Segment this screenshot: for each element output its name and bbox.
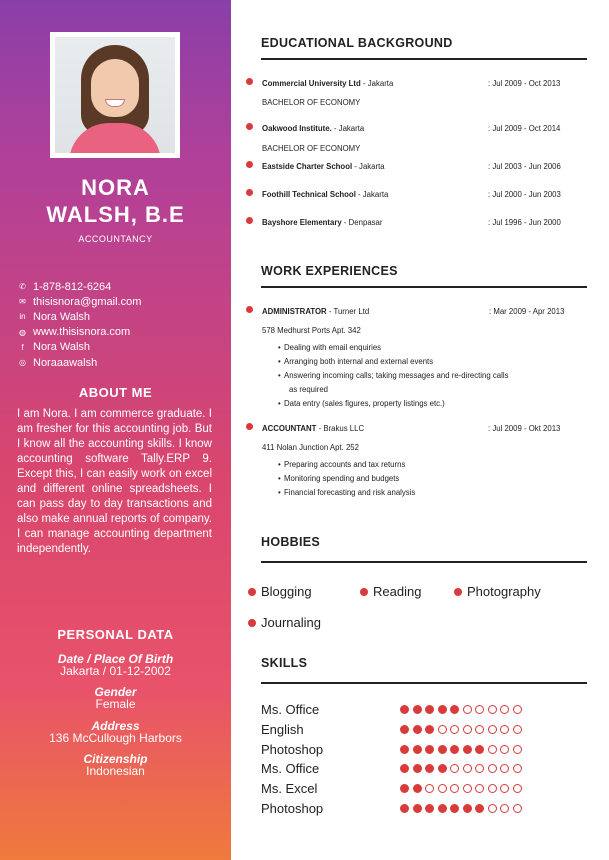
bullet-dot	[454, 588, 462, 596]
personal-value: Indonesian	[86, 764, 145, 778]
skill-dot-filled	[400, 725, 409, 734]
personal-item-citizenship	[0, 753, 231, 777]
skills-heading: SKILLS	[261, 656, 308, 670]
bullet-dot	[246, 123, 253, 130]
education-date: : Jul 2009 - Oct 2013	[488, 79, 561, 88]
section-divider	[261, 58, 587, 60]
skill-dot-filled	[450, 745, 459, 754]
personal-value: Female	[95, 697, 136, 711]
skill-name: Photoshop	[261, 801, 324, 816]
skill-dot-filled	[413, 705, 422, 714]
hobby-item	[454, 584, 541, 599]
personal-label: Date / Place Of Birth	[57, 652, 174, 666]
skill-dot-filled	[463, 804, 472, 813]
school-name: Bayshore Elementary	[262, 218, 342, 227]
skill-dot-empty	[488, 725, 497, 734]
skill-dot-filled	[450, 804, 459, 813]
job-duty-continued: as required	[289, 385, 329, 394]
skill-dot-empty	[475, 725, 484, 734]
job-duty: • Preparing accounts and tax returns	[284, 460, 574, 470]
name-line-1: NORA	[81, 175, 150, 200]
job-address: 578 Medhurst Ports Apt. 342	[262, 326, 361, 335]
skill-dot-empty	[500, 784, 509, 793]
skill-dot-empty	[425, 784, 434, 793]
skill-dot-filled	[413, 745, 422, 754]
school-name: Foothill Technical School	[262, 190, 356, 199]
job-company: - Brakus LLC	[316, 424, 365, 433]
bullet-dot	[360, 588, 368, 596]
job-duty: • Monitoring spending and budgets	[284, 474, 574, 484]
name-line-2: WALSH, B.E	[46, 202, 185, 227]
globe-icon: ◍	[19, 327, 26, 337]
skill-dot-filled	[475, 745, 484, 754]
work-heading: WORK EXPERIENCES	[261, 264, 398, 278]
contact-instagram[interactable]	[17, 355, 141, 370]
school-name: Eastside Charter School	[262, 162, 353, 171]
school-place: - Denpasar	[341, 218, 383, 227]
education-date: : Jul 2009 - Oct 2014	[488, 124, 561, 133]
skill-dot-filled	[425, 804, 434, 813]
school-name: Commercial University Ltd	[262, 79, 361, 88]
instagram-icon: ◎	[19, 358, 26, 368]
skill-dot-filled	[425, 725, 434, 734]
skill-dot-filled	[438, 804, 447, 813]
skill-rating	[400, 745, 525, 754]
personal-item-gender	[0, 686, 231, 710]
school-place: - Jakarta	[360, 79, 394, 88]
profile-role: ACCOUNTANCY	[78, 234, 153, 244]
skill-dot-filled	[413, 804, 422, 813]
skill-dot-filled	[400, 804, 409, 813]
education-date: : Jul 2000 - Jun 2003	[488, 190, 561, 199]
hobbies-heading: HOBBIES	[261, 535, 321, 549]
skill-dot-empty	[463, 725, 472, 734]
skill-dot-empty	[513, 725, 522, 734]
skill-dot-empty	[500, 804, 509, 813]
skill-dot-empty	[500, 764, 509, 773]
skill-dot-filled	[438, 764, 447, 773]
skill-rating	[400, 725, 525, 734]
skill-name: English	[261, 722, 304, 737]
job-duty: • Data entry (sales figures, property listings etc.)	[284, 399, 574, 409]
skill-dot-filled	[400, 705, 409, 714]
skill-dot-empty	[500, 745, 509, 754]
personal-label: Citizenship	[83, 752, 148, 766]
hobby-label: Blogging	[261, 584, 312, 599]
skill-dot-filled	[475, 804, 484, 813]
personal-label: Gender	[94, 685, 137, 699]
education-item	[262, 218, 383, 227]
skill-dot-filled	[413, 784, 422, 793]
hobby-label: Journaling	[261, 615, 321, 630]
skill-rating	[400, 764, 525, 773]
profile-photo	[50, 32, 180, 158]
job-company: - Turner Ltd	[326, 307, 370, 316]
job-duty: • Dealing with email enquiries	[284, 343, 574, 353]
skill-dot-empty	[438, 784, 447, 793]
work-date: : Jul 2009 - Okt 2013	[488, 424, 561, 433]
education-date: : Jul 1996 - Jun 2000	[488, 218, 561, 227]
personal-value: 136 McCullough Harbors	[49, 731, 182, 745]
about-heading: ABOUT ME	[78, 385, 153, 400]
contact-text: 1-878-812-6264	[33, 280, 112, 293]
job-duty: • Financial forecasting and risk analysis	[284, 488, 574, 498]
contact-text: Noraaawalsh	[33, 356, 98, 369]
facebook-icon: f	[21, 342, 24, 352]
skill-name: Ms. Office	[261, 702, 320, 717]
skill-dot-filled	[425, 705, 434, 714]
bullet-dot	[246, 78, 253, 85]
personal-label: Address	[91, 719, 140, 733]
education-item	[262, 79, 393, 88]
skill-dot-empty	[513, 764, 522, 773]
education-date: : Jul 2003 - Jun 2006	[488, 162, 561, 171]
bullet-dot	[248, 619, 256, 627]
skill-dot-filled	[438, 745, 447, 754]
contact-text: www.thisisnora.com	[33, 326, 131, 339]
hobby-label: Reading	[373, 584, 422, 599]
job-duty: • Answering incoming calls; taking messages and re-directing calls	[284, 371, 574, 381]
skill-dot-filled	[438, 705, 447, 714]
skill-dot-empty	[513, 745, 522, 754]
sidebar	[0, 0, 231, 860]
skill-name: Ms. Excel	[261, 781, 318, 796]
skill-dot-empty	[513, 705, 522, 714]
skill-dot-empty	[488, 804, 497, 813]
section-divider	[261, 286, 587, 288]
bullet-dot	[246, 423, 253, 430]
hobby-label: Photography	[467, 584, 541, 599]
skill-dot-filled	[425, 764, 434, 773]
school-place: - Jakarta	[331, 124, 365, 133]
skill-dot-empty	[463, 764, 472, 773]
job-title: ADMINISTRATOR	[262, 307, 327, 316]
skill-dot-empty	[500, 725, 509, 734]
skill-dot-empty	[475, 705, 484, 714]
skill-rating	[400, 705, 525, 714]
school-place: - Jakarta	[352, 162, 385, 171]
education-item	[262, 162, 385, 171]
email-icon: ✉	[19, 297, 26, 307]
contact-text: Nora Walsh	[33, 310, 91, 323]
bullet-dot	[246, 217, 253, 224]
skill-dot-filled	[413, 764, 422, 773]
skill-dot-empty	[488, 784, 497, 793]
skill-dot-filled	[425, 745, 434, 754]
skill-dot-filled	[413, 725, 422, 734]
contact-website[interactable]	[17, 325, 141, 340]
education-heading: EDUCATIONAL BACKGROUND	[261, 36, 453, 50]
skill-dot-empty	[488, 705, 497, 714]
skill-dot-empty	[500, 705, 509, 714]
phone-icon: ✆	[19, 282, 26, 292]
skill-name: Ms. Office	[261, 761, 320, 776]
degree: BACHELOR OF ECONOMY	[262, 144, 361, 153]
hobby-item	[248, 584, 312, 599]
skill-dot-empty	[438, 725, 447, 734]
job-title: ACCOUNTANT	[262, 424, 317, 433]
education-item	[262, 190, 388, 199]
work-item	[262, 307, 369, 316]
about-text: I am Nora. I am commerce graduate. I am fresher for this accounting job. But I know all the accounting skills. I know accounting software Tally.ERP 9. Except this, I can easily work on excel and different online spreadsheets. I can pass day to day transactions and also make annual reports of company. I can manage accounting department independently.	[17, 408, 212, 555]
contact-facebook[interactable]	[17, 340, 141, 355]
personal-heading: PERSONAL DATA	[57, 627, 174, 642]
contact-text: Nora Walsh	[33, 341, 91, 354]
skill-dot-empty	[450, 764, 459, 773]
skill-rating	[400, 784, 525, 793]
skill-rating	[400, 804, 525, 813]
work-date: : Mar 2009 - Apr 2013	[489, 307, 565, 316]
contact-linkedin[interactable]	[17, 309, 141, 324]
job-duty: • Arranging both internal and external events	[284, 357, 574, 367]
skill-dot-filled	[400, 764, 409, 773]
personal-item-birth	[0, 653, 231, 677]
skill-dot-empty	[488, 745, 497, 754]
work-item	[262, 424, 364, 433]
personal-item-address	[0, 720, 231, 744]
personal-value: Jakarta / 01-12-2002	[60, 664, 171, 678]
skill-dot-empty	[450, 784, 459, 793]
profile-name	[0, 174, 231, 228]
education-item	[262, 124, 364, 133]
bullet-dot	[246, 161, 253, 168]
school-name: Oakwood Institute.	[262, 124, 332, 133]
school-place: - Jakarta	[355, 190, 389, 199]
bullet-dot	[246, 306, 253, 313]
hobby-item	[248, 615, 321, 630]
bullet-dot	[248, 588, 256, 596]
contact-list	[17, 279, 141, 370]
hobby-item	[360, 584, 421, 599]
section-divider	[261, 682, 587, 684]
degree: BACHELOR OF ECONOMY	[262, 98, 361, 107]
contact-text: thisisnora@gmail.com	[33, 295, 142, 308]
avatar	[55, 37, 175, 153]
skill-dot-empty	[475, 764, 484, 773]
skill-dot-empty	[450, 725, 459, 734]
contact-email[interactable]	[17, 294, 141, 309]
section-divider	[261, 561, 587, 563]
skill-dot-empty	[513, 804, 522, 813]
job-address: 411 Nolan Junction Apt. 252	[262, 443, 359, 452]
skill-name: Photoshop	[261, 742, 324, 757]
bullet-dot	[246, 189, 253, 196]
skill-dot-filled	[400, 745, 409, 754]
skill-dot-empty	[463, 705, 472, 714]
skill-dot-filled	[450, 705, 459, 714]
skill-dot-empty	[475, 784, 484, 793]
skill-dot-empty	[488, 764, 497, 773]
skill-dot-empty	[463, 784, 472, 793]
skill-dot-filled	[463, 745, 472, 754]
contact-phone	[17, 279, 141, 294]
linkedin-icon: in	[19, 312, 26, 322]
skill-dot-filled	[400, 784, 409, 793]
skill-dot-empty	[513, 784, 522, 793]
